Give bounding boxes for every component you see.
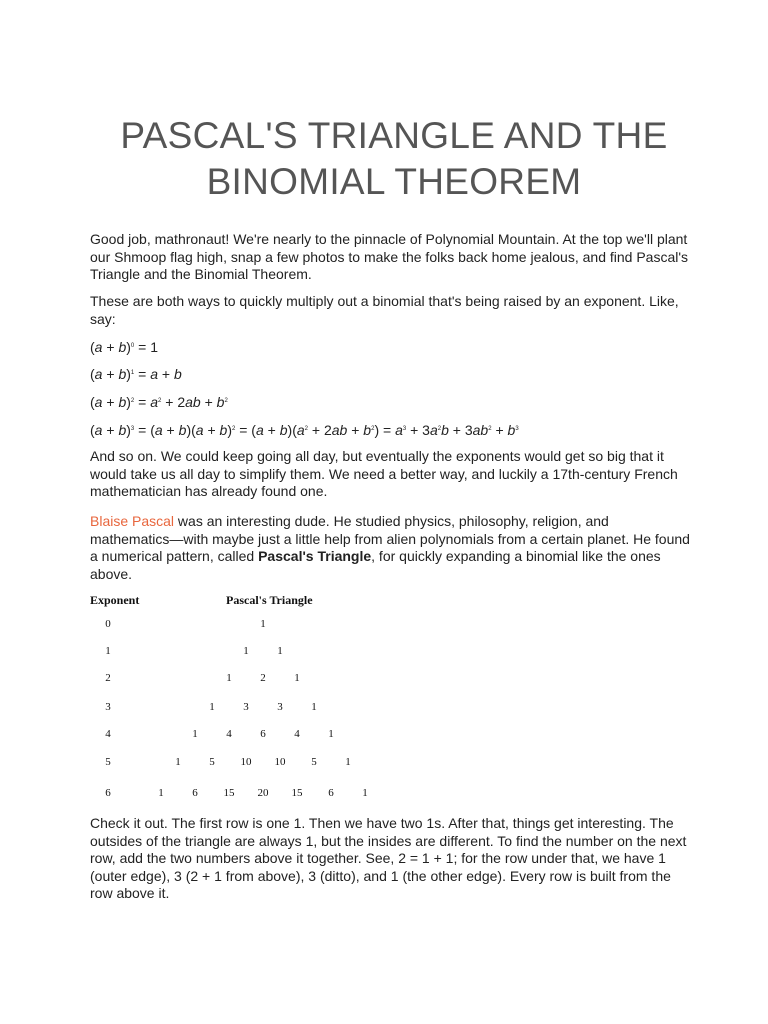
triangle-entry: 6 — [328, 787, 334, 799]
triangle-header: Pascal's Triangle — [226, 593, 313, 607]
equation-power-3: $(a + b)^3 = (a + b)(a + b)^2 = (a + b)(a^2 + 2ab + b^2) = a^3 + 3a^2b + 3ab^2 + b^3$ — [90, 422, 519, 438]
triangle-entry: 4 — [294, 728, 300, 740]
triangle-entry: 4 — [226, 728, 232, 740]
pascal-text-a: was an interesting dude. He studied physics, philosophy, religion, and mathematics—with maybe just a little help from alien polynomials from a certain planet. He found a numerical pattern, called — [90, 513, 690, 565]
equation-power-1: $(a + b)^1 = a + b$ — [90, 366, 182, 382]
triangle-entry: 1 — [260, 618, 266, 630]
triangle-entry: 10 — [240, 756, 252, 768]
pascals-triangle-term: Pascal's Triangle — [258, 548, 372, 565]
page-title: PASCAL'S TRIANGLE AND THE BINOMIAL THEOREM — [120, 115, 668, 202]
binomial-paragraph: These are both ways to quickly multiply out a binomial that's being raised by an exponent. Like, say: — [90, 293, 679, 327]
triangle-entry: 20 — [257, 787, 269, 799]
triangle-entry: 1 — [277, 645, 283, 657]
exponent-label: 0 — [105, 618, 111, 630]
triangle-entry: 1 — [158, 787, 164, 799]
so-on-paragraph: And so on. We could keep going all day, but eventually the exponents would get so big that it would take us all day to simplify them. We need a better way, and luckily a 17th-century French mathematician has already found one. — [90, 448, 678, 500]
intro-paragraph: Good job, mathronaut! We're nearly to the pinnacle of Polynomial Mountain. At the top we'll plant our Shmoop flag high, snap a few photos to make the folks back home jealous, and find Pascal's Triangle and the Binomial Theorem. — [90, 231, 689, 283]
triangle-entry: 1 — [328, 728, 334, 740]
pascals-triangle-figure — [80, 585, 390, 815]
equation-power-0: $(a + b)^0 = 1$ — [90, 339, 158, 355]
exponent-header: Exponent — [90, 593, 140, 607]
blaise-pascal-link[interactable]: Blaise Pascal — [90, 513, 175, 529]
triangle-entry: 3 — [277, 701, 283, 713]
triangle-entry: 10 — [274, 756, 286, 768]
triangle-entry: 5 — [311, 756, 317, 768]
triangle-entry: 1 — [175, 756, 181, 768]
exponent-label: 3 — [105, 701, 111, 713]
triangle-entry: 1 — [226, 672, 232, 684]
exponent-label: 5 — [105, 756, 111, 768]
triangle-entry: 1 — [192, 728, 198, 740]
triangle-entry: 1 — [362, 787, 368, 799]
pascal-paragraph — [90, 513, 690, 583]
triangle-entry: 2 — [260, 672, 266, 684]
exponent-label: 2 — [105, 672, 111, 684]
pascal-text-b: , for quickly expanding a binomial like the ones above. — [90, 548, 661, 582]
triangle-entry: 1 — [311, 701, 317, 713]
exponent-label: 6 — [105, 787, 111, 799]
triangle-entry: 6 — [192, 787, 198, 799]
triangle-entry: 1 — [294, 672, 300, 684]
triangle-entry: 6 — [260, 728, 266, 740]
triangle-entry: 15 — [291, 787, 303, 799]
check-paragraph: Check it out. The first row is one 1. Then we have two 1s. After that, things get interesting. The outsides of the triangle are always 1, but the insides are different. To find the number on the next row, add the two numbers above it together. See, 2 = 1 + 1; for the row under that, we have 1 (outer edge), 3 (2 + 1 from above), 3 (ditto), and 1 (the other edge). Every row is built from the row above it. — [90, 815, 687, 902]
triangle-entry: 1 — [209, 701, 215, 713]
exponent-label: 1 — [105, 645, 111, 657]
triangle-entry: 5 — [209, 756, 215, 768]
triangle-entry: 1 — [345, 756, 351, 768]
triangle-entry: 1 — [243, 645, 249, 657]
exponent-label: 4 — [105, 728, 111, 740]
equation-power-2: $(a + b)^2 = a^2 + 2ab + b^2$ — [90, 394, 228, 410]
triangle-entry: 3 — [243, 701, 249, 713]
triangle-entry: 15 — [223, 787, 235, 799]
